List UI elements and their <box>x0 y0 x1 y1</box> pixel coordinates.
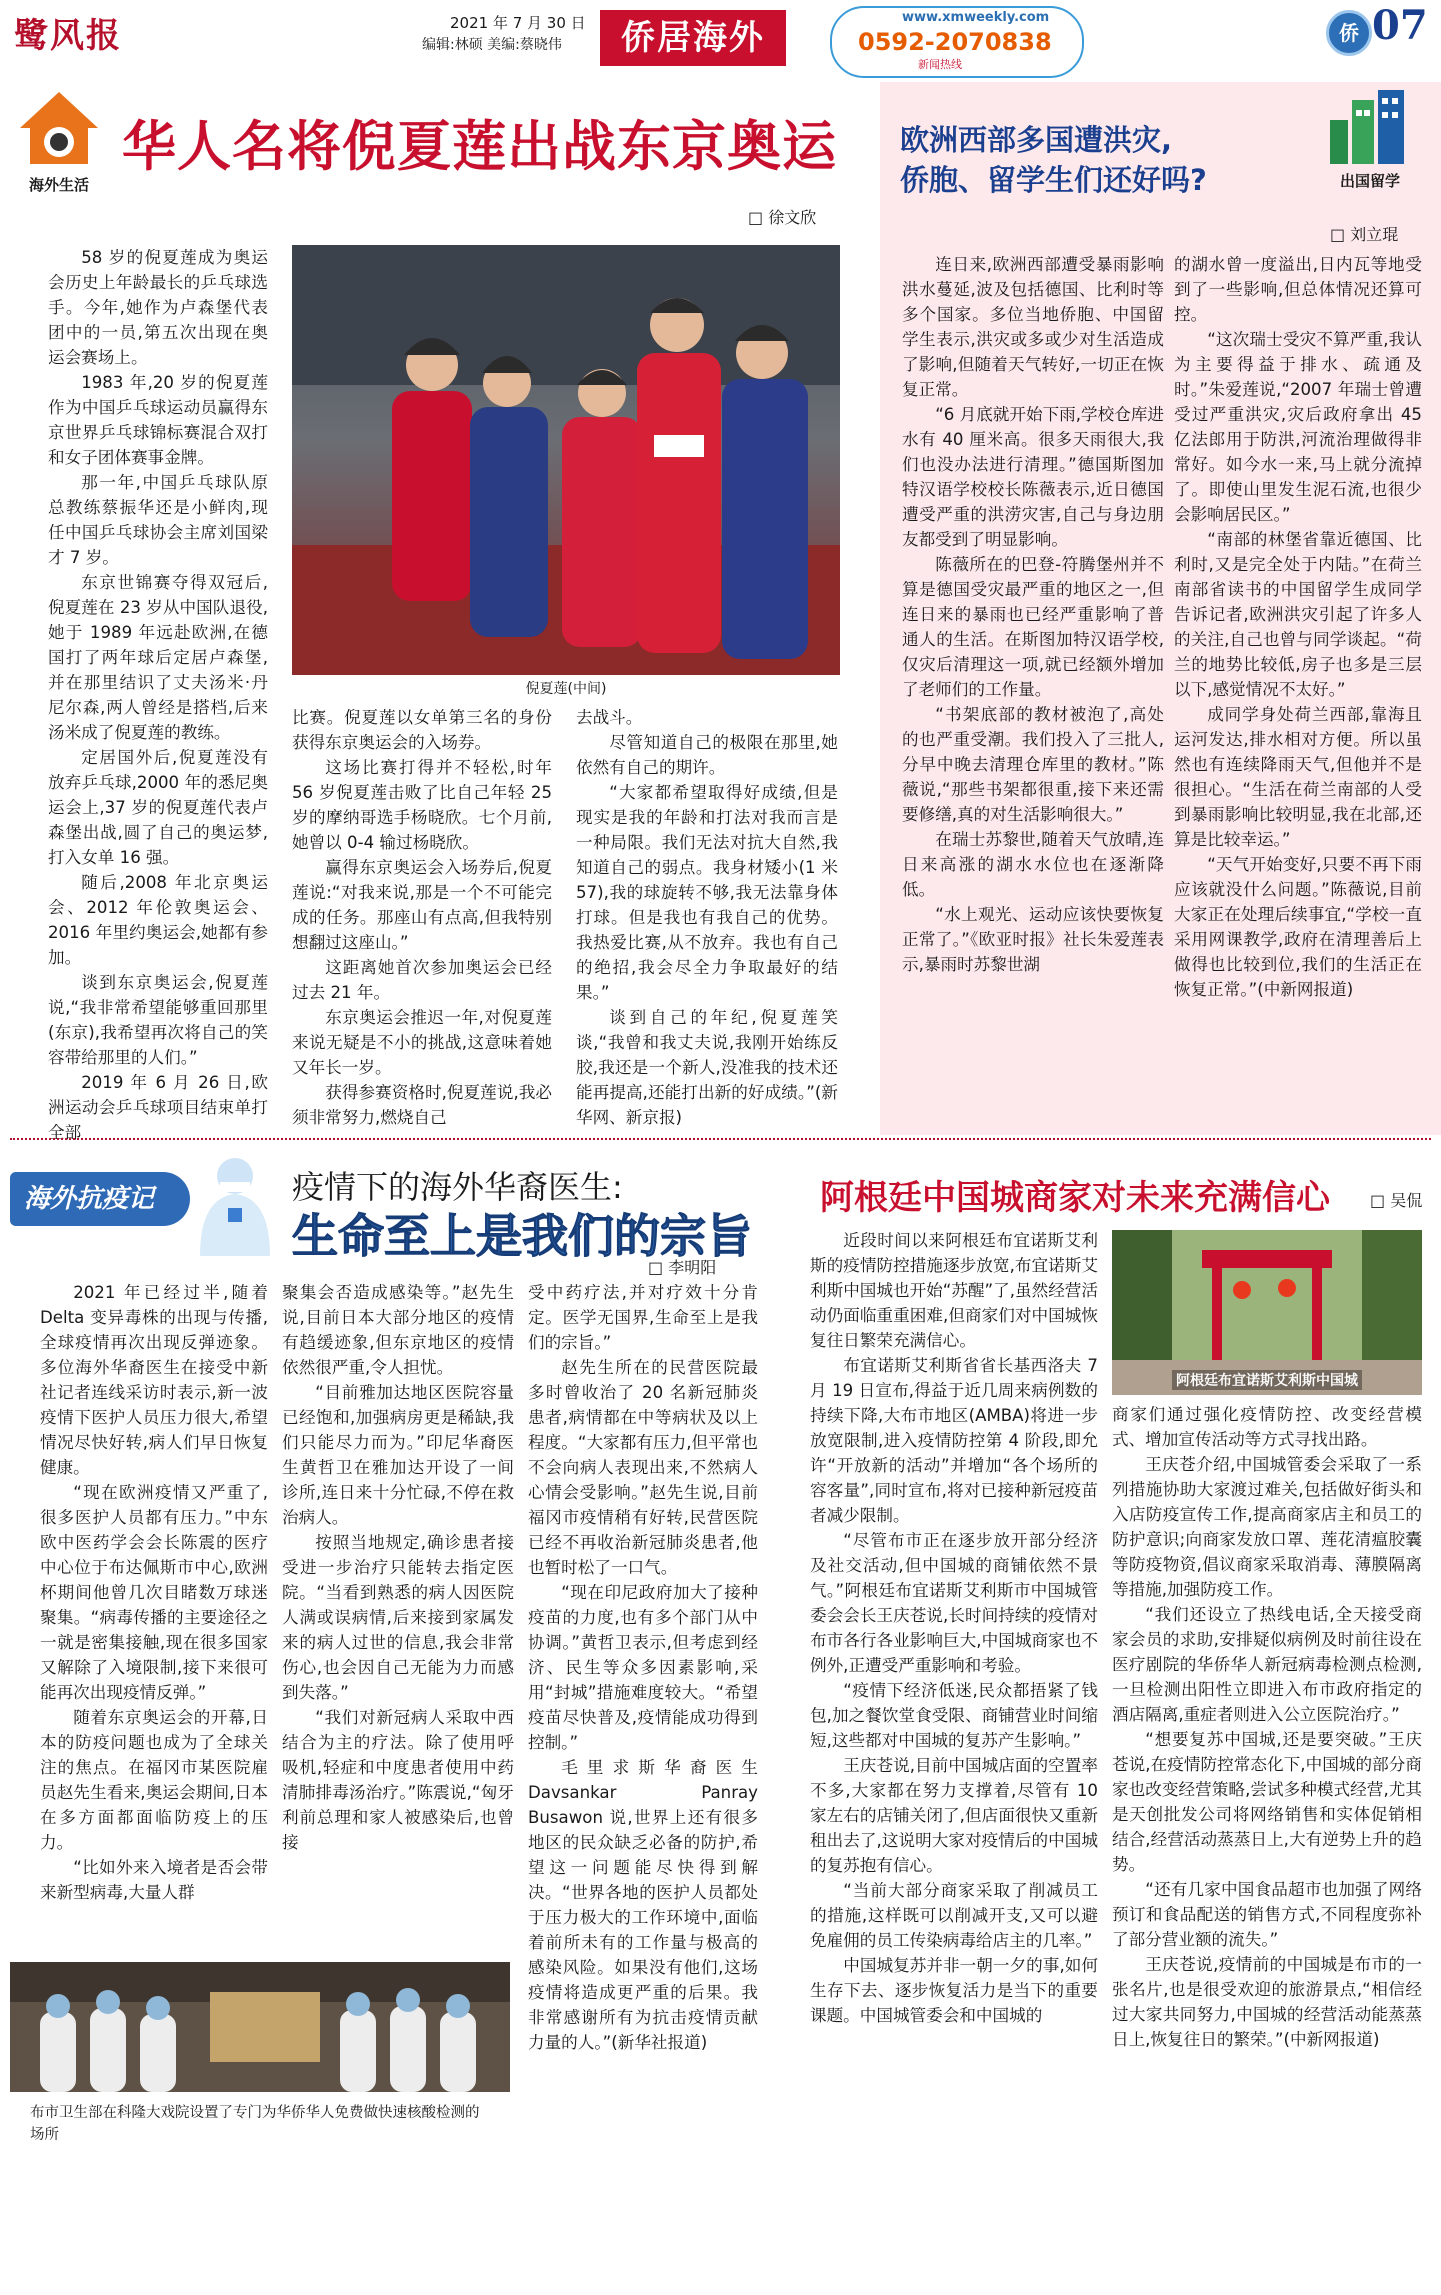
photo-caption: 阿根廷布宜诺斯艾利斯中国城 <box>1172 1370 1362 1390</box>
paragraph: 2019 年 6 月 26 日,欧洲运动会乒乓球项目结束单打全部 <box>48 1073 268 1142</box>
paragraph: “大家都希望取得好成绩,但是现实是我的年龄和打法对我而言是一种局限。我们无法对抗大自然,我知道自己的弱点。我身材矮小(1 米 57),我的球旋转不够,我无法靠身体打球。但是我也有我自己的优势。我热爱比赛,从不放弃。我也有自己的绝招,我会尽全力争取最好的结果。” <box>576 783 838 1002</box>
players-illustration <box>292 245 840 675</box>
paragraph: 布宜诺斯艾利斯省省长基西洛夫 7 月 19 日宣布,得益于近几周来病例数的持续下降,大布市地区(AMBA)将进一步放宽限制,进入疫情防控第 4 阶段,即允许“开放新的活动”并增加“各个场所的容客量”,同时宣布,将对已接种新冠疫苗者减少限制。 <box>810 1356 1098 1525</box>
headline-line-2: 生命至上是我们的宗旨 <box>292 1209 752 1263</box>
article-column-3 <box>576 705 838 1125</box>
paragraph: 中国城复苏并非一朝一夕的事,如何生存下去、逐步恢复活力是当下的重要课题。中国城管委会和中国城的 <box>810 1956 1098 2025</box>
paragraph: 谈到自己的年纪,倪夏莲笑谈,“我曾和我丈夫说,我刚开始练反胶,我还是一个新人,没准我的技术还能再提高,还能打出新的好成绩。”(新华网、新京报) <box>576 1008 838 1127</box>
editors: 编辑:林硕 美编:蔡晓伟 <box>422 37 562 53</box>
paragraph: 随着东京奥运会的开幕,日本的防疫问题也成为了全球关注的焦点。在福冈市某医院雇员赵先生看来,奥运会期间,日本在多方面都面临防疫上的压力。 <box>40 1708 268 1852</box>
paragraph: “天气开始变好,只要不再下雨应该就没什么问题。”陈薇说,目前大家正在处理后续事宜,“学校一直采用网课教学,政府在清理善后上做得也比较到位,我们的生活正在恢复正常。”(中新网报道) <box>1174 855 1422 999</box>
paragraph: 比赛。倪夏莲以女单第三名的身份获得东京奥运会的入场券。 <box>292 708 552 752</box>
paragraph: 赵先生所在的民营医院最多时曾收治了 20 名新冠肺炎患者,病情都在中等病状及以上程度。“大家都有压力,但平常也不会向病人表现出来,不然病人心情会受影响。”赵先生说,目前福冈市疫情稍有好转,民营医院已经不再收治新冠肺炎患者,他也暂时松了一口气。 <box>528 1358 758 1577</box>
paragraph: “6 月底就开始下雨,学校仓库进水有 40 厘米高。很多天雨很大,我们也没办法进行清理。”德国斯图加特汉语学校校长陈薇表示,近日德国遭受严重的洪涝灾害,自己与身边朋友都受到了明显影响。 <box>902 405 1165 549</box>
section-badge-overseas-life <box>16 88 102 196</box>
testing-site-illustration <box>10 1962 510 2092</box>
paragraph: 获得参赛资格时,倪夏莲说,我必须非常努力,燃烧自己 <box>292 1083 552 1127</box>
paragraph: 王庆苍介绍,中国城管委会采取了一系列措施协助大家渡过难关,包括做好街头和入店防疫宣传工作,提高商家店主和员工的防护意识;向商家发放口罩、莲花清瘟胶囊等防疫物资,倡议商家采取消毒、薄膜隔离等措施,加强防疫工作。 <box>1112 1455 1422 1599</box>
paragraph: “想要复苏中国城,还是要突破。”王庆苍说,在疫情防控常态化下,中国城的部分商家也改变经营策略,尝试多种模式经营,尤其是天创批发公司将网络销售和实体促销相结合,经营活动蒸蒸日上,大有逆势上升的趋势。 <box>1112 1730 1422 1874</box>
section-badge-anti-epidemic <box>10 1172 190 1226</box>
paragraph: 谈到东京奥运会,倪夏莲说,“我非常希望能够重回那里(东京),我希望再次将自己的笑容带给那里的人们。” <box>48 973 268 1067</box>
section-banner-label: 侨居海外 <box>621 18 765 58</box>
paragraph: “这次瑞士受灾不算严重,我认为主要得益于排水、疏通及时。”朱爱莲说,“2007 年瑞士曾遭受过严重洪灾,灾后政府拿出 45 亿法郎用于防洪,河流治理做得非常好。如今水一来,马上就分流掉了。即使山里发生泥石流,也很少会影响居民区。” <box>1174 330 1422 524</box>
paragraph: 受中药疗法,并对疗效十分肯定。医学无国界,生命至上是我们的宗旨。” <box>528 1283 758 1352</box>
photo-chinatown-street <box>1112 1230 1422 1395</box>
paragraph: “我们对新冠病人采取中西结合为主的疗法。除了使用呼吸机,轻症和中度患者使用中药清肺排毒汤治疗。”陈震说,“匈牙利前总理和家人被感染后,也曾接 <box>282 1708 514 1852</box>
paragraph: 聚集会否造成感染等。”赵先生说,目前日本大部分地区的疫情有趋缓迹象,但东京地区的疫情依然很严重,令人担忧。 <box>282 1283 514 1377</box>
badge-label: 海外抗疫记 <box>24 1184 155 1214</box>
headline-line-1: 欧洲西部多国遭洪灾, <box>900 123 1173 157</box>
masthead: 鹭风报 <box>14 16 122 56</box>
paragraph: “比如外来入境者是否会带来新型病毒,大量人群 <box>40 1858 268 1902</box>
article-column-1 <box>48 245 268 1142</box>
paragraph: “我们还设立了热线电话,全天接受商家会员的求助,安排疑似病例及时前往设在医疗剧院的华侨华人新冠病毒检测点检测,一旦检测出阳性立即进入布市政府指定的酒店隔离,重症者则进入公立医院治疗。” <box>1112 1605 1422 1724</box>
paragraph: 赢得东京奥运会入场券后,倪夏莲说:“对我来说,那是一个不可能完成的任务。那座山有点高,但我特别想翻过这座山。” <box>292 858 552 952</box>
paragraph: “目前雅加达地区医院容量已经饱和,加强病房更是稀缺,我们只能尽力而为。”印尼华裔医生黄哲卫在雅加达开设了一间诊所,连日来十分忙碌,不停在救治病人。 <box>282 1383 514 1527</box>
photo-caption: 布市卫生部在科隆大戏院设置了专门为华侨华人免费做快速核酸检测的场所 <box>30 2105 480 2143</box>
paragraph: “现在欧洲疫情又严重了,很多医护人员都有压力。”中东欧中医药学会会长陈震的医疗中心位于布达佩斯市中心,欧洲杯期间他曾几次目睹数万球迷聚集。“病毒传播的主要途径之一就是密集接触,现在很多国家又解除了入境限制,接下来很可能再次出现疫情反弹。” <box>40 1483 268 1702</box>
article-column-2 <box>292 705 552 1125</box>
byline: □ 刘立琨 <box>1330 225 1399 244</box>
byline: □ 李明阳 <box>648 1258 717 1277</box>
paragraph: 那一年,中国乒乓球队原总教练蔡振华还是小鲜肉,现任中国乒乓球协会主席刘国梁才 7 岁。 <box>48 473 268 567</box>
paragraph: “水上观光、运动应该快要恢复正常了。”《欧亚时报》社长朱爱莲表示,暴雨时苏黎世湖 <box>902 905 1164 974</box>
paragraph: 尽管知道自己的极限在那里,她依然有自己的期许。 <box>576 733 838 777</box>
page-header <box>0 0 1441 80</box>
article-column-1 <box>902 252 1164 1127</box>
paragraph: 东京世锦赛夺得双冠后,倪夏莲在 23 岁从中国队退役,她于 1989 年远赴欧洲,在德国打了两年球后定居卢森堡,并在那里结识了丈夫汤米·丹尼尔森,两人曾经是搭档,后来汤米成了倪夏莲的教练。 <box>48 573 268 742</box>
paragraph: 去战斗。 <box>576 708 643 727</box>
paragraph: 毛里求斯华裔医生 Davsankar Panray Busawon 说,世界上还有很多地区的民众缺乏必备的防护,希望这一问题能尽快得到解决。“世界各地的医护人员都处于压力极大的工作环境中,面临着前所未有的工作量与极高的感染风险。如果没有他们,这场疫情将造成更严重的后果。我非常感谢所有为抗击疫情贡献力量的人。”(新华社报道) <box>528 1758 758 2052</box>
photo-table-tennis-players <box>292 245 840 675</box>
paragraph: “书架底部的教材被泡了,高处的也严重受潮。我们投入了三批人,分早中晚去清理仓库里的教材。”陈薇说,“那些书架都很重,接下来还需要修缮,真的对生活影响很大。” <box>902 705 1164 824</box>
paragraph: 随后,2008 年北京奥运会、2012 年伦敦奥运会、2016 年里约奥运会,她都有参加。 <box>48 873 268 967</box>
paragraph: “现在印尼政府加大了接种疫苗的力度,也有多个部门从中协调。”黄哲卫表示,但考虑到经济、民生等众多因素影响,采用“封城”措施难度较大。“希望疫苗尽快普及,疫情能成功得到控制。” <box>528 1583 758 1752</box>
paragraph: “当前大部分商家采取了削减员工的措施,这样既可以削减开支,又可以避免雇佣的员工传染病毒给店主的几率。” <box>810 1881 1098 1950</box>
paragraph: 王庆苍说,疫情前的中国城是布市的一张名片,也是很受欢迎的旅游景点,“相信经过大家共同努力,中国城的经营活动能蒸蒸日上,恢复往日的繁荣。”(中新网报道) <box>1112 1955 1422 2049</box>
paragraph: 连日来,欧洲西部遭受暴雨影响洪水蔓延,波及包括德国、比利时等多个国家。多位当地侨胞、中国留学生表示,洪灾或多或少对生活造成了影响,但随着天气转好,一切正在恢复正常。 <box>902 255 1164 399</box>
hotline-number: 0592-2070838 <box>858 28 1052 56</box>
article-column-2 <box>282 1280 514 1960</box>
paragraph: 2021 年已经过半,随着 Delta 变异毒株的出现与传播,全球疫情再次出现反弹迹象。多位海外华裔医生在接受中新社记者连线采访时表示,新一波疫情下医护人员压力很大,希望情况尽快好转,病人们早日恢复健康。 <box>40 1283 268 1477</box>
article-column-3 <box>528 1280 758 2295</box>
paragraph: 近段时间以来阿根廷布宜诺斯艾利斯的疫情防控措施逐步放宽,布宜诺斯艾利斯中国城也开始“苏醒”了,虽然经营活动仍面临重重困难,但商家们对中国城恢复往日繁荣充满信心。 <box>810 1231 1098 1350</box>
paragraph: 这场比赛打得并不轻松,时年 56 岁倪夏莲击败了比自己年轻 25 岁的摩纳哥选手杨晓欣。七个月前,她曾以 0-4 输过杨晓欣。 <box>292 758 552 852</box>
page-number: 07 <box>1372 2 1428 49</box>
headline-line-1: 疫情下的海外华裔医生: <box>292 1168 623 1206</box>
paragraph: 1983 年,20 岁的倪夏莲作为中国乒乓球运动员赢得东京世界乒乓球锦标赛混合双打和女子团体赛事金牌。 <box>48 373 268 467</box>
paragraph: 王庆苍说,目前中国城店面的空置率不多,大家都在努力支撑着,尽管有 10 家左右的店铺关闭了,但店面很快又重新租出去了,这说明大家对疫情后的中国城的复苏抱有信心。 <box>810 1756 1098 1875</box>
paragraph: 在瑞士苏黎世,随着天气放晴,连日来高涨的湖水水位也在逐渐降低。 <box>902 830 1164 899</box>
paragraph: 这距离她首次参加奥运会已经过去 21 年。 <box>292 958 552 1002</box>
section-banner <box>600 10 786 66</box>
headline: 阿根廷中国城商家对未来充满信心 <box>820 1178 1330 1218</box>
hotline-label: 新闻热线 <box>918 58 962 71</box>
byline: □ 吴侃 <box>1370 1191 1423 1210</box>
article-column-2 <box>1174 252 1422 1127</box>
paragraph: “还有几家中国食品超市也加强了网络预订和食品配送的销售方式,不同程度弥补了部分营业额的流失。” <box>1112 1880 1422 1949</box>
byline: □ 徐文欣 <box>748 208 817 227</box>
article-argentina-chinatown <box>790 1140 1441 2167</box>
article-niu-xialian <box>0 80 880 1142</box>
article-column-1 <box>40 1280 268 1960</box>
badge-label: 出国留学 <box>1339 172 1400 190</box>
paragraph: 定居国外后,倪夏莲没有放弃乒乓球,2000 年的悉尼奥运会上,37 岁的倪夏莲代表卢森堡出战,圆了自己的奥运梦,打入女单 16 强。 <box>48 748 268 867</box>
paragraph: “尽管布市正在逐步放开部分经济及社交活动,但中国城的商铺依然不景气。”阿根廷布宜诺斯艾利斯市中国城管委会会长王庆苍说,长时间持续的疫情对布市各行各业影响巨大,中国城商家也不例外,正遭受严重影响和考验。 <box>810 1531 1098 1675</box>
paragraph: 东京奥运会推迟一年,对倪夏莲来说无疑是不小的挑战,这意味着她又年长一岁。 <box>292 1008 552 1077</box>
photo-caption: 倪夏莲(中间) <box>525 681 607 697</box>
website[interactable]: www.xmweekly.com <box>902 10 1050 25</box>
paragraph: 陈薇所在的巴登-符腾堡州并不算是德国受灾最严重的地区之一,但连日来的暴雨也已经严重影响了普通人的生活。在斯图加特汉语学校,仅灾后清理这一项,就已经额外增加了老师们的工作量。 <box>902 555 1164 699</box>
badge-label: 海外生活 <box>28 176 89 194</box>
section-badge-study-abroad <box>1320 90 1420 190</box>
medical-worker-icon <box>190 1148 280 1256</box>
page-tag: 侨 <box>1339 21 1359 45</box>
paragraph: 成同学身处荷兰西部,靠海且运河发达,排水相对方便。所以虽然也有连续降雨天气,但他并不是很担心。“生活在荷兰南部的人受到暴雨影响比较明显,我在北部,还算是比较幸运。” <box>1174 705 1422 849</box>
headline: 华人名将倪夏莲出战东京奥运 <box>122 115 837 178</box>
headline-line-2: 侨胞、留学生们还好吗? <box>900 163 1207 197</box>
house-camera-icon <box>16 88 102 166</box>
issue-date: 2021 年 7 月 30 日 <box>450 14 586 32</box>
article-overseas-doctors <box>0 1140 790 2167</box>
paragraph: 商家们通过强化疫情防控、改变经营模式、增加宣传活动等方式寻找出路。 <box>1112 1405 1422 1449</box>
paragraph: “疫情下经济低迷,民众都捂紧了钱包,加之餐饮堂食受限、商铺营业时间缩短,这些都对中国城的复苏产生影响。” <box>810 1681 1098 1750</box>
article-column-1 <box>810 1228 1098 2158</box>
article-europe-floods <box>880 82 1441 1135</box>
paragraph: 按照当地规定,确诊患者接受进一步治疗只能转去指定医院。“当看到熟悉的病人因医院人满或误病情,后来接到家属发来的病人过世的信息,我会非常伤心,也会因自己无能为力而感到失落。” <box>282 1533 514 1702</box>
buildings-icon <box>1320 90 1420 166</box>
paragraph: 58 岁的倪夏莲成为奥运会历史上年龄最长的乒乓球选手。今年,她作为卢森堡代表团中的一员,第五次出现在奥运会赛场上。 <box>48 248 268 367</box>
hotline-logo <box>830 6 1084 78</box>
article-column-2 <box>1112 1402 1422 2158</box>
paragraph: “南部的林堡省靠近德国、比利时,又是完全处于内陆。”在荷兰南部省读书的中国留学生成同学告诉记者,欧洲洪灾引起了许多人的关注,自己也曾与同学谈起。“荷兰的地势比较低,房子也多是三层以下,感觉情况不太好。” <box>1174 530 1422 699</box>
page-tag-icon <box>1326 10 1372 56</box>
photo-testing-site <box>10 1962 510 2092</box>
paragraph: 的湖水曾一度溢出,日内瓦等地受到了一些影响,但总体情况还算可控。 <box>1174 255 1422 324</box>
